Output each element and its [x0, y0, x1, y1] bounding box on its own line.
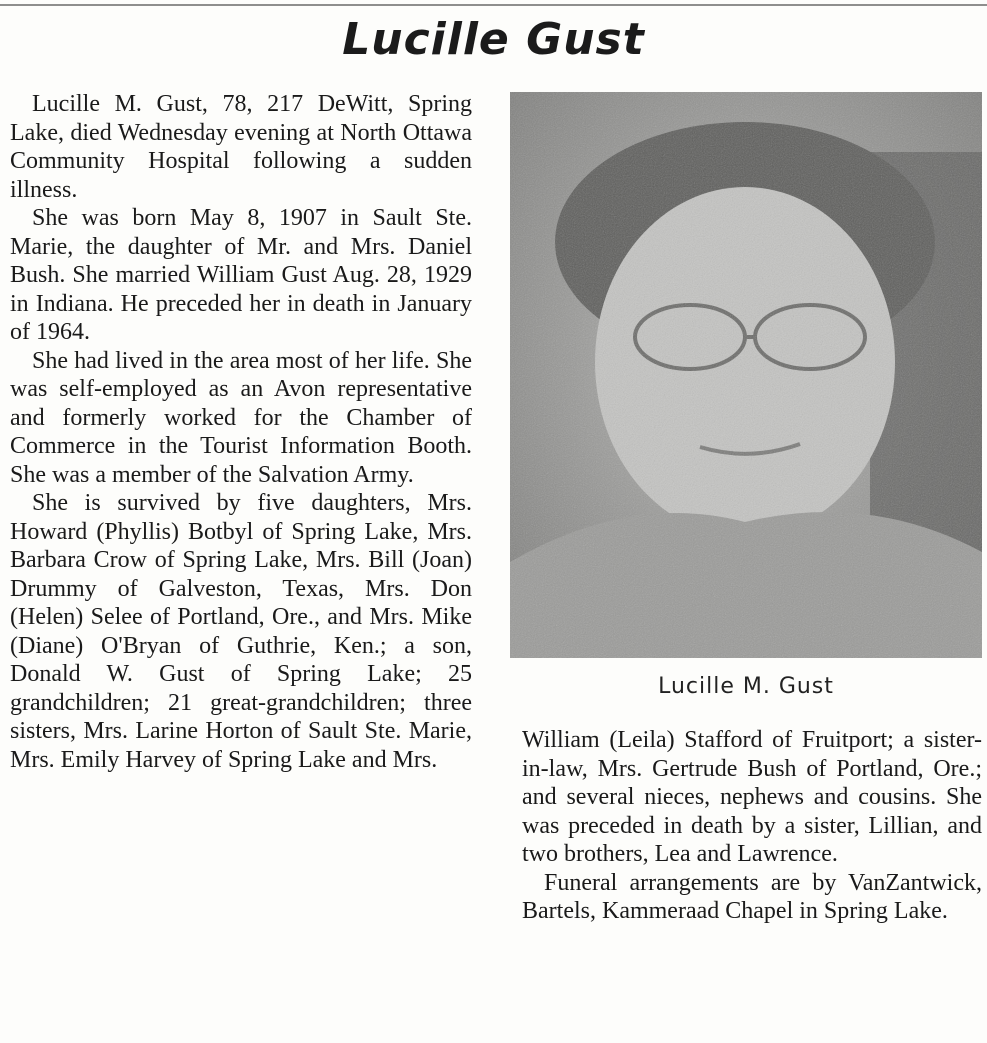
paragraph-life-work: She had lived in the area most of her life. She was self-employed as an Avon representative and formerly worked for the Chamber of Commerce in the Tourist Information Booth. She was a member of the Salvation Army. [10, 347, 472, 488]
photo-caption: Lucille M. Gust [658, 674, 834, 699]
paragraph-death-notice: Lucille M. Gust, 78, 217 DeWitt, Spring Lake, died Wednesday evening at North Ottawa Community Hospital following a sudden illness. [10, 91, 472, 203]
paragraph-funeral-arrangements: Funeral arrangements are by VanZantwick, Bartels, Kammeraad Chapel in Spring Lake. [522, 869, 982, 924]
left-column [10, 90, 472, 774]
paragraph-birth-marriage: She was born May 8, 1907 in Sault Ste. Marie, the daughter of Mr. and Mrs. Daniel Bush. She married William Gust Aug. 28, 1929 in Indiana. He preceded her in death in January of 1964. [10, 205, 472, 345]
top-rule [0, 4, 987, 6]
obituary-headline: Lucille Gust [342, 14, 645, 65]
paragraph-survivors-continued: William (Leila) Stafford of Fruitport; a sister-in-law, Mrs. Gertrude Bush of Portland, Ore.; and several nieces, nephews and cousins. She was preceded in death by a sister, Lillian, and two brothers, Lea and Lawrence. [522, 727, 982, 867]
portrait-image [510, 92, 982, 658]
right-column [522, 726, 982, 926]
portrait-photo [510, 92, 982, 658]
paragraph-survivors: She is survived by five daughters, Mrs. Howard (Phyllis) Botbyl of Spring Lake, Mrs. Barbara Crow of Spring Lake, Mrs. Bill (Joan) Drummy of Galveston, Texas, Mrs. Don (Helen) Selee of Portland, Ore., and Mrs. Mike (Diane) O'Bryan of Guthrie, Ken.; a son, Donald W. Gust of Spring Lake; 25 grandchildren; 21 great-grandchildren; three sisters, Mrs. Larine Horton of Sault Ste. Marie, Mrs. Emily Harvey of Spring Lake and Mrs. [10, 490, 472, 773]
